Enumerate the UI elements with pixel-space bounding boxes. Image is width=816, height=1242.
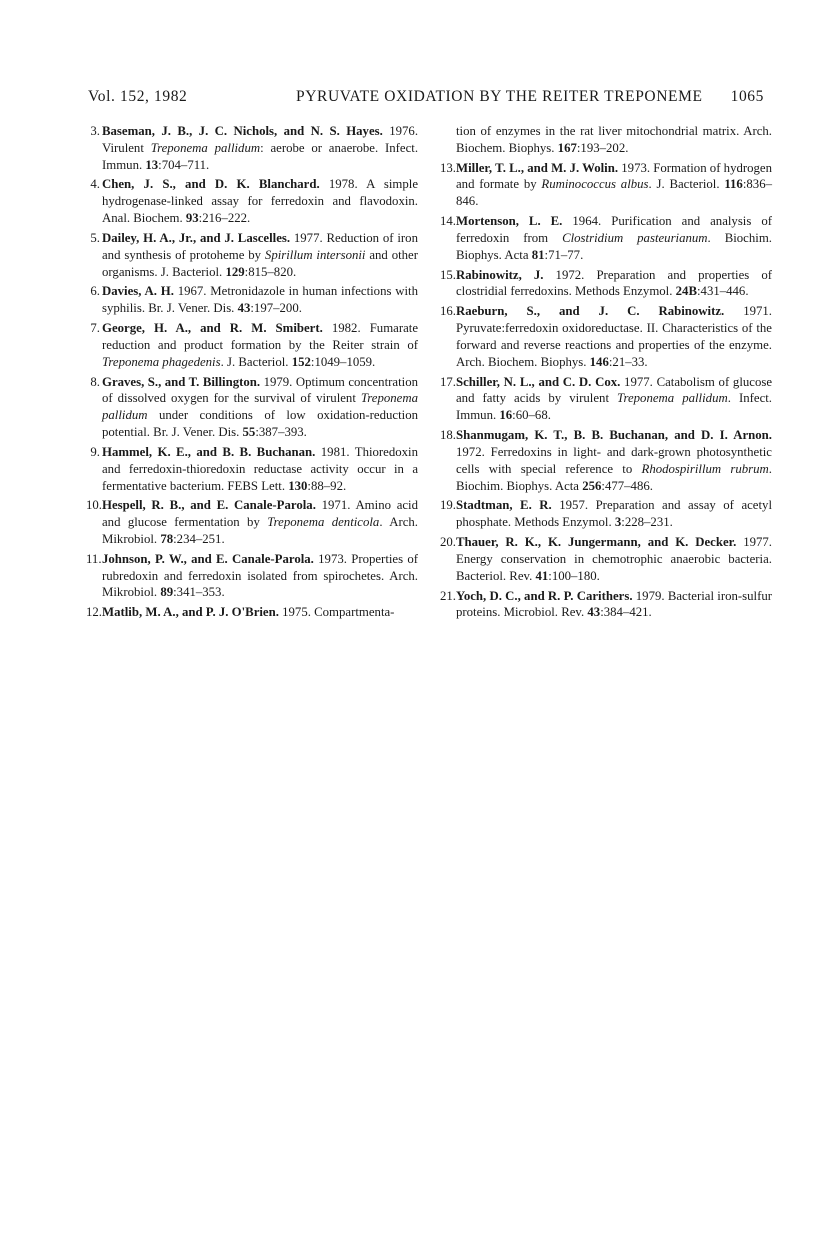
reference-entry <box>440 160 772 210</box>
reference-pages: :60–68. <box>512 408 551 423</box>
reference-entry <box>86 374 418 441</box>
reference-pages: :216–222. <box>198 211 251 226</box>
reference-authors: Shanmugam, K. T., B. B. Buchanan, and D. I. Arnon. <box>456 428 772 443</box>
reference-entry <box>86 320 418 370</box>
reference-pages: :88–92. <box>307 478 347 493</box>
reference-authors: Baseman, J. B., J. C. Nichols, and N. S. Hayes. <box>102 124 383 138</box>
reference-text: under conditions of low oxidation-reduction potential. Br. J. Vener. Dis. <box>102 408 418 440</box>
reference-volume: 129 <box>225 264 245 279</box>
reference-number: 21. <box>440 588 456 603</box>
reference-number: 15. <box>440 267 456 282</box>
reference-pages: :815–820. <box>244 264 297 279</box>
reference-organism: Treponema pallidum <box>102 391 418 423</box>
reference-pages: :341–353. <box>173 585 225 600</box>
reference-authors: Dailey, H. A., Jr., and J. Lascelles. <box>102 230 291 245</box>
reference-entry <box>86 176 418 226</box>
reference-organism: Ruminococcus albus <box>541 177 649 192</box>
reference-authors: Matlib, M. A., and P. J. O'Brien. <box>102 605 279 620</box>
reference-year: 1979. <box>635 588 665 603</box>
reference-text: Optimum concentration of dissolved oxygen for the survival of virulent <box>102 374 418 406</box>
reference-entry <box>86 230 418 280</box>
reference-volume: 41 <box>535 568 549 583</box>
reference-number: 14. <box>440 214 456 229</box>
reference-number: 16. <box>440 304 456 319</box>
reference-number: 18. <box>440 428 456 443</box>
reference-volume: 152 <box>291 354 311 369</box>
reference-entry <box>86 604 418 621</box>
reference-authors: Hammel, K. E., and B. B. Buchanan. <box>102 444 316 459</box>
reference-number: 6. <box>90 284 100 299</box>
reference-year: 1977. <box>293 230 323 245</box>
reference-volume: 43 <box>237 301 251 316</box>
reference-text: Preparation and assay of acetyl phosphate. Methods Enzymol. <box>456 498 772 530</box>
reference-authors: Miller, T. L., and M. J. Wolin. <box>456 160 619 175</box>
reference-text: . Biochim. Biophys. Acta <box>456 230 772 262</box>
reference-text: : aerobe or anaerobe. Infect. Immun. <box>102 140 419 172</box>
reference-pages: :704–711. <box>158 157 210 172</box>
reference-pages: :71–77. <box>544 247 584 262</box>
reference-volume: 55 <box>242 425 256 440</box>
reference-pages: :234–251. <box>173 531 225 546</box>
reference-text: tion of enzymes in the rat liver mitochondrial matrix. Arch. Biochem. Biophys. <box>456 124 772 155</box>
reference-organism: Treponema phagedenis <box>102 354 221 369</box>
reference-entry <box>440 534 772 584</box>
reference-text: Properties of rubredoxin and ferredoxin isolated from spirochetes. Arch. Mikrobiol. <box>102 551 419 600</box>
reference-authors: Mortenson, L. E. <box>456 214 563 229</box>
reference-year: 1982. <box>331 321 361 336</box>
reference-volume: 81 <box>531 247 545 262</box>
reference-year: 1971. <box>743 304 772 319</box>
reference-volume: 3 <box>614 515 622 530</box>
reference-organism: Treponema pallidum <box>617 391 728 406</box>
reference-year: 1979. <box>263 374 293 389</box>
reference-year: 1977. <box>743 535 772 550</box>
reference-year: 1971. <box>321 498 351 513</box>
reference-authors: Thauer, R. K., K. Jungermann, and K. Decker. <box>456 535 737 550</box>
reference-pages: :228–231. <box>621 515 673 530</box>
reference-number: 19. <box>440 498 456 513</box>
reference-text: Formation of hydrogen and formate by <box>456 160 773 192</box>
reference-number: 9. <box>90 444 100 459</box>
reference-year: 1972. <box>456 444 485 459</box>
reference-year: 1976. <box>389 124 419 138</box>
reference-entry <box>86 444 418 494</box>
reference-authors: Graves, S., and T. Billington. <box>102 374 261 389</box>
reference-year: 1978. <box>328 177 358 192</box>
reference-organism: Treponema pallidum <box>150 140 261 155</box>
reference-entry <box>86 551 418 601</box>
reference-text: . Infect. Immun. <box>456 391 772 423</box>
reference-volume: 116 <box>724 177 743 192</box>
reference-number: 5. <box>90 230 100 245</box>
reference-year: 1973. <box>318 551 347 566</box>
reference-pages: :836–846. <box>456 177 772 209</box>
reference-number: 20. <box>440 535 456 550</box>
reference-entry <box>440 588 772 622</box>
reference-text: Energy conservation in chemotrophic anaerobic bacteria. Bacteriol. Rev. <box>456 551 772 583</box>
reference-volume: 167 <box>557 140 577 155</box>
reference-year: 1964. <box>572 214 602 229</box>
reference-text: Pyruvate:ferredoxin oxidoreductase. II. Characteristics of the forward and reverse reactions and properties of the enzyme. Arch. Biochem. Biophys. <box>456 321 772 369</box>
reference-volume: 16 <box>499 408 513 423</box>
reference-text: Fumarate reduction and product formation by the Reiter strain of <box>102 321 419 352</box>
reference-volume: 43 <box>587 605 601 620</box>
references-left-column <box>86 123 418 624</box>
reference-entry <box>440 123 772 157</box>
reference-number: 17. <box>440 374 456 389</box>
reference-text: Ferredoxins in light- and dark-grown photosynthetic cells with special reference to <box>456 444 772 476</box>
reference-text: Thioredoxin and ferredoxin-thioredoxin reductase activity occur in a fermentative bacterium. FEBS Lett. <box>102 444 419 493</box>
reference-volume: 89 <box>160 585 174 600</box>
reference-pages: :193–202. <box>576 140 629 155</box>
reference-number: 4. <box>90 177 100 192</box>
reference-pages: :21–33. <box>608 354 648 369</box>
reference-number: 10. <box>86 498 102 513</box>
reference-text: . Biochim. Biophys. Acta <box>456 461 772 493</box>
reference-text: Amino acid and glucose fermentation by <box>102 498 419 530</box>
reference-year: 1981. <box>320 444 350 459</box>
reference-volume: 13 <box>145 157 159 172</box>
reference-entry <box>440 374 772 424</box>
reference-text: Metronidazole in human infections with syphilis. Br. J. Vener. Dis. <box>102 284 418 316</box>
reference-authors: Chen, J. S., and D. K. Blanchard. <box>102 177 320 192</box>
reference-organism: Clostridium pasteurianum <box>562 230 708 245</box>
reference-entry <box>440 497 772 531</box>
reference-year: 1967. <box>177 284 207 299</box>
reference-pages: :387–393. <box>255 425 307 440</box>
reference-number: 3. <box>90 124 100 138</box>
reference-authors: Schiller, N. L., and C. D. Cox. <box>456 374 621 389</box>
reference-text: Reduction of iron and synthesis of protoheme by <box>102 230 418 262</box>
reference-text: and other organisms. J. Bacteriol. <box>102 247 418 279</box>
reference-entry <box>440 427 772 494</box>
reference-text: Purification and analysis of ferredoxin from <box>456 214 773 245</box>
reference-year: 1972. <box>555 267 585 282</box>
reference-entry <box>440 303 772 370</box>
reference-year: 1975. <box>282 605 311 620</box>
reference-volume: 93 <box>185 211 199 226</box>
reference-year: 1977. <box>624 374 653 389</box>
reference-entry <box>86 497 418 547</box>
reference-text: . J. Bacteriol. <box>220 354 292 369</box>
reference-pages: :197–200. <box>250 301 302 316</box>
reference-entry <box>86 123 418 173</box>
reference-authors: Johnson, P. W., and E. Canale-Parola. <box>102 551 314 566</box>
reference-authors: Stadtman, E. R. <box>456 498 552 513</box>
reference-authors: George, H. A., and R. M. Smibert. <box>102 321 323 336</box>
reference-pages: :100–180. <box>548 568 600 583</box>
reference-number: 11. <box>86 551 102 566</box>
references-right-column <box>440 123 772 624</box>
reference-volume: 78 <box>160 531 174 546</box>
reference-entry <box>86 283 418 317</box>
reference-number: 7. <box>90 321 100 336</box>
reference-pages: :477–486. <box>601 478 653 493</box>
running-header <box>88 88 764 112</box>
reference-organism: Spirillum intersonii <box>264 247 366 262</box>
reference-text: . J. Bacteriol. <box>648 177 725 192</box>
reference-authors: Hespell, R. B., and E. Canale-Parola. <box>102 498 316 513</box>
reference-organism: Rhodospirillum rubrum <box>641 461 769 476</box>
reference-authors: Rabinowitz, J. <box>456 267 544 282</box>
reference-number: 13. <box>440 160 456 175</box>
reference-text: Catabolism of glucose and fatty acids by virulent <box>456 374 773 406</box>
reference-text: Compartmenta- <box>314 605 395 620</box>
reference-text: . Arch. Mikrobiol. <box>102 515 418 546</box>
reference-text: A simple hydrogenase-linked assay for ferredoxin and flavodoxin. Anal. Biochem. <box>102 177 419 226</box>
reference-volume: 256 <box>582 478 602 493</box>
reference-pages: :1049–1059. <box>310 354 376 369</box>
reference-volume: 146 <box>589 354 609 369</box>
reference-volume: 130 <box>288 478 308 493</box>
reference-text: Bacterial iron-sulfur proteins. Microbiol. Rev. <box>456 588 773 620</box>
reference-authors: Raeburn, S., and J. C. Rabinowitz. <box>456 304 725 319</box>
reference-authors: Yoch, D. C., and R. P. Carithers. <box>456 588 633 603</box>
reference-pages: :384–421. <box>600 605 652 620</box>
reference-authors: Davies, A. H. <box>102 284 174 299</box>
reference-organism: Treponema denticola <box>267 515 380 530</box>
reference-volume: 24B <box>675 284 697 299</box>
reference-number: 12. <box>86 605 102 620</box>
journal-volume: Vol. 152, 1982 <box>88 88 188 105</box>
reference-entry <box>440 213 772 263</box>
reference-entry <box>440 267 772 301</box>
reference-text: Virulent <box>102 140 151 155</box>
reference-text: Preparation and properties of clostridial ferredoxins. Methods Enzymol. <box>456 267 772 299</box>
reference-pages: :431–446. <box>696 284 749 299</box>
running-title: PYRUVATE OXIDATION BY THE REITER TREPONEME <box>296 88 703 105</box>
reference-year: 1973. <box>621 160 651 175</box>
reference-year: 1957. <box>559 498 589 513</box>
page-number: 1065 <box>730 88 764 105</box>
reference-number: 8. <box>90 374 100 389</box>
